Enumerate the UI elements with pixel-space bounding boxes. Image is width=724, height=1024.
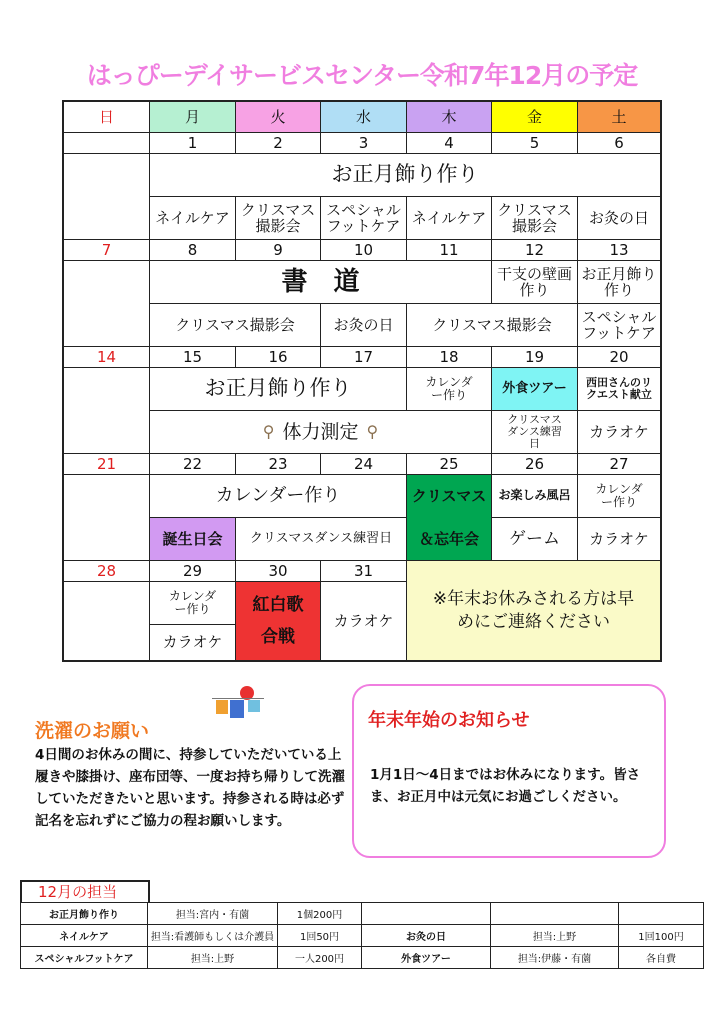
event-calligraphy: 書 道 [150, 261, 491, 303]
event: クリスマスダンス練習日 [236, 518, 406, 560]
empty-cell [64, 154, 149, 239]
event: カラオケ [578, 518, 660, 560]
cell: ネイルケア [21, 925, 148, 947]
event-christmas-party [407, 475, 491, 560]
event: クリスマスダンス練習日 [492, 411, 577, 453]
weekday-sun: 日 [64, 102, 149, 132]
event-label: ＆忘年会 [418, 529, 479, 548]
date-cell: 20 [578, 347, 660, 367]
laundry-icon [212, 684, 264, 724]
weekday-thu: 木 [407, 102, 491, 132]
date-cell: 26 [492, 454, 577, 474]
cell: 1個200円 [278, 903, 362, 925]
date-cell: 5 [492, 133, 577, 153]
event: お正月飾り作り [578, 261, 660, 303]
cell: 外食ツアー [362, 947, 491, 969]
event: カレンダー作り [407, 368, 491, 410]
table-row [21, 925, 704, 947]
weekday-wed: 水 [321, 102, 406, 132]
empty-cell [64, 582, 149, 660]
calendar [62, 100, 662, 662]
date-cell: 28 [64, 561, 149, 581]
date-cell: 12 [492, 240, 577, 260]
event: カレンダー作り [150, 582, 235, 624]
date-cell: 10 [321, 240, 406, 260]
event: カラオケ [578, 411, 660, 453]
empty-cell [64, 475, 149, 560]
cell: 1回50円 [278, 925, 362, 947]
cell: 1回100円 [619, 925, 704, 947]
cell: 担当:宮内・有薗 [148, 903, 278, 925]
date-cell: 22 [150, 454, 235, 474]
laundry-text: 4日間のお休みの間に、持参していただいている上履きや膝掛け、座布団等、一度お持ち帰りして洗濯していただきたいと思います。持参される時は必ず記名を忘れずにご協力の程お願いします。 [35, 747, 345, 829]
cell [619, 903, 704, 925]
weekday-sat: 土 [578, 102, 660, 132]
notice-box [352, 684, 666, 858]
event: ネイルケア [407, 197, 491, 239]
date-cell: 6 [578, 133, 660, 153]
date-cell [64, 133, 149, 153]
date-cell: 31 [321, 561, 406, 581]
cell: スペシャルフットケア [21, 947, 148, 969]
event: カレンダー作り [578, 475, 660, 517]
date-cell: 7 [64, 240, 149, 260]
event: お正月飾り作り [150, 368, 406, 410]
date-cell: 13 [578, 240, 660, 260]
event: お灸の日 [321, 304, 406, 346]
event-label: 体力測定 [282, 420, 359, 443]
date-cell: 27 [578, 454, 660, 474]
event: クリスマス撮影会 [407, 304, 577, 346]
event: お灸の日 [578, 197, 660, 239]
empty-cell [64, 368, 149, 453]
date-cell: 19 [492, 347, 577, 367]
staff-table [20, 902, 704, 969]
event-label: クリスマス [411, 487, 487, 505]
event-dining-tour: 外食ツアー [492, 368, 577, 410]
date-cell: 2 [236, 133, 320, 153]
event: カラオケ [150, 625, 235, 660]
scale-icon: ⚲ [262, 422, 275, 442]
year-end-note: ※年末お休みされる方は早めにご連絡ください [407, 561, 660, 660]
date-cell: 11 [407, 240, 491, 260]
weekday-mon: 月 [150, 102, 235, 132]
page-title: はっぴーデイサービスセンター令和7年12月の予定 [86, 61, 638, 90]
event-kohaku: 紅白歌合戦 [236, 582, 320, 660]
date-cell: 15 [150, 347, 235, 367]
laundry-title: 洗濯のお願い [35, 720, 150, 742]
date-cell: 1 [150, 133, 235, 153]
event: スペシャルフットケア [578, 304, 660, 346]
notice-title: 年末年始のお知らせ [368, 710, 530, 731]
event: クリスマス撮影会 [492, 197, 577, 239]
cell: 担当:上野 [148, 947, 278, 969]
date-cell: 30 [236, 561, 320, 581]
event: お正月飾り作り [150, 154, 660, 196]
weekday-fri: 金 [492, 102, 577, 132]
event-birthday: 誕生日会 [150, 518, 235, 560]
date-cell: 18 [407, 347, 491, 367]
staff-label: 12月の担当 [20, 880, 150, 903]
event: 干支の壁画作り [492, 261, 577, 303]
date-cell: 29 [150, 561, 235, 581]
date-cell: 9 [236, 240, 320, 260]
event: クリスマス撮影会 [236, 197, 320, 239]
date-cell: 23 [236, 454, 320, 474]
cell: 担当:伊藤・有薗 [491, 947, 619, 969]
cell: お灸の日 [362, 925, 491, 947]
event: スペシャルフットケア [321, 197, 406, 239]
event: ゲーム [492, 518, 577, 560]
date-cell: 14 [64, 347, 149, 367]
date-cell: 17 [321, 347, 406, 367]
event: クリスマス撮影会 [150, 304, 320, 346]
date-cell: 16 [236, 347, 320, 367]
event: ネイルケア [150, 197, 235, 239]
scale-icon: ⚲ [366, 422, 379, 442]
event: カレンダー作り [150, 475, 406, 517]
event: カラオケ [321, 582, 406, 660]
table-row [21, 947, 704, 969]
date-cell: 24 [321, 454, 406, 474]
date-cell: 3 [321, 133, 406, 153]
cell: お正月飾り作り [21, 903, 148, 925]
table-row [21, 903, 704, 925]
event: 西田さんのリクエスト献立 [578, 368, 660, 410]
date-cell: 21 [64, 454, 149, 474]
cell: 担当:看護師もしくは介護員 [148, 925, 278, 947]
notice-text: 1月1日～4日まではお休みになります。皆さま、お正月中は元気にお過ごしください。 [370, 767, 641, 805]
date-cell: 4 [407, 133, 491, 153]
event: お楽しみ風呂 [492, 475, 577, 517]
weekday-tue: 火 [236, 102, 320, 132]
cell: 担当:上野 [491, 925, 619, 947]
date-cell: 8 [150, 240, 235, 260]
cell: 各自費 [619, 947, 704, 969]
empty-cell [64, 261, 149, 346]
cell [491, 903, 619, 925]
cell: 一人200円 [278, 947, 362, 969]
cell [362, 903, 491, 925]
date-cell: 25 [407, 454, 491, 474]
event-fitness-test [150, 411, 491, 453]
